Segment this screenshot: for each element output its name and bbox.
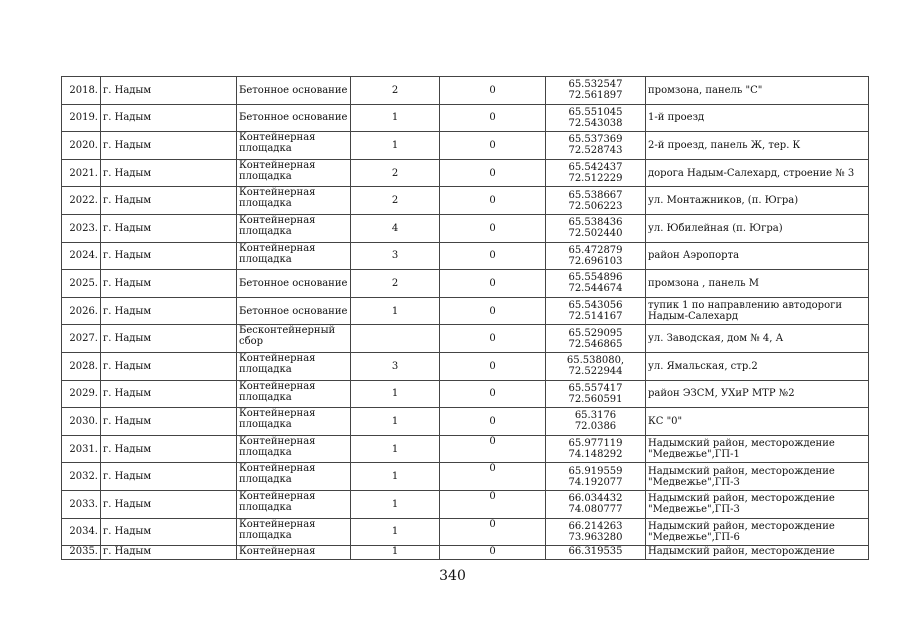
container-count-cell: 2: [351, 270, 440, 298]
coordinates-cell: [546, 297, 646, 325]
container-count-cell: 1: [351, 490, 440, 518]
table-row: [62, 546, 869, 560]
settlement-cell: г. Надым: [101, 270, 237, 298]
address-cell: Надымский район, месторождение "Медвежье",ГП-3: [646, 490, 869, 518]
waste-sites-table: [61, 76, 869, 560]
latitude: 65.542437: [568, 162, 623, 174]
row-number: 2025.: [62, 270, 101, 298]
settlement-cell: г. Надым: [101, 463, 237, 491]
table-row: [62, 77, 869, 105]
address-cell: 2-й проезд, панель Ж, тер. К: [646, 132, 869, 160]
longitude: 72.506223: [568, 200, 623, 212]
planned-count-cell: 0: [440, 463, 546, 491]
site-type-cell: Бетонное основание: [237, 297, 351, 325]
container-count-cell: [351, 325, 440, 353]
coordinates-cell: [546, 270, 646, 298]
settlement-cell: г. Надым: [101, 490, 237, 518]
latitude: 65.537369: [568, 134, 623, 146]
settlement-cell: г. Надым: [101, 242, 237, 270]
row-number: 2019.: [62, 104, 101, 132]
planned-count-cell: 0: [440, 104, 546, 132]
settlement-cell: г. Надым: [101, 518, 237, 546]
table-row: [62, 380, 869, 408]
coordinates-cell: [546, 518, 646, 546]
container-count-cell: 1: [351, 380, 440, 408]
row-number: 2024.: [62, 242, 101, 270]
longitude: 72.543038: [568, 117, 623, 129]
container-count-cell: 1: [351, 297, 440, 325]
longitude: 72.528743: [568, 145, 623, 157]
table-row: [62, 352, 869, 380]
table-row: [62, 408, 869, 436]
planned-count-cell: 0: [440, 132, 546, 160]
settlement-cell: г. Надым: [101, 546, 237, 560]
longitude: 74.192077: [568, 476, 623, 488]
planned-count-cell: 0: [440, 408, 546, 436]
planned-count-cell: 0: [440, 352, 546, 380]
table-row: [62, 270, 869, 298]
row-number: 2023.: [62, 214, 101, 242]
coordinates-cell: [546, 132, 646, 160]
planned-count-cell: 0: [440, 187, 546, 215]
site-type-cell: Бетонное основание: [237, 104, 351, 132]
site-type-cell: Контейнерная площадка: [237, 518, 351, 546]
coordinates-cell: [546, 187, 646, 215]
container-count-cell: 4: [351, 214, 440, 242]
longitude: 73.963280: [568, 531, 623, 543]
longitude: 72.546865: [568, 338, 623, 350]
settlement-cell: г. Надым: [101, 104, 237, 132]
coordinates-cell: [546, 380, 646, 408]
row-number: 2030.: [62, 408, 101, 436]
planned-count-cell: 0: [440, 325, 546, 353]
address-cell: тупик 1 по направлению автодороги Надым-Салехард: [646, 297, 869, 325]
site-type-cell: Контейнерная площадка: [237, 187, 351, 215]
coordinates-cell: [546, 77, 646, 105]
longitude: 72.502440: [568, 228, 623, 240]
longitude: 72.512229: [568, 173, 623, 185]
table-body: [62, 77, 869, 560]
site-type-cell: Контейнерная площадка: [237, 380, 351, 408]
planned-count-cell: 0: [440, 546, 546, 560]
planned-count-cell: 0: [440, 435, 546, 463]
row-number: 2032.: [62, 463, 101, 491]
coordinates-cell: [546, 104, 646, 132]
table-row: [62, 214, 869, 242]
address-cell: ул. Монтажников, (п. Югра): [646, 187, 869, 215]
site-type-cell: Бетонное основание: [237, 270, 351, 298]
site-type-cell: Контейнерная площадка: [237, 490, 351, 518]
planned-count-cell: 0: [440, 270, 546, 298]
row-number: 2027.: [62, 325, 101, 353]
coordinates-cell: [546, 490, 646, 518]
row-number: 2033.: [62, 490, 101, 518]
container-count-cell: 2: [351, 77, 440, 105]
settlement-cell: г. Надым: [101, 297, 237, 325]
planned-count-cell: 0: [440, 380, 546, 408]
planned-count-cell: 0: [440, 77, 546, 105]
container-count-cell: 3: [351, 352, 440, 380]
table-row: [62, 242, 869, 270]
longitude: 72.696103: [568, 255, 623, 267]
table-row: [62, 435, 869, 463]
planned-count-cell: 0: [440, 490, 546, 518]
settlement-cell: г. Надым: [101, 380, 237, 408]
table-row: [62, 325, 869, 353]
address-cell: ул. Ямальская, стр.2: [646, 352, 869, 380]
table-row: [62, 518, 869, 546]
table-row: [62, 187, 869, 215]
table-row: [62, 490, 869, 518]
table-row: [62, 132, 869, 160]
settlement-cell: г. Надым: [101, 187, 237, 215]
table-row: [62, 463, 869, 491]
address-cell: Надымский район, месторождение "Медвежье",ГП-6: [646, 518, 869, 546]
longitude: 74.148292: [568, 449, 623, 461]
address-cell: район ЭЗСМ, УХиР МТР №2: [646, 380, 869, 408]
settlement-cell: г. Надым: [101, 214, 237, 242]
latitude: 65.538080,: [566, 355, 625, 367]
longitude: 72.544674: [568, 283, 623, 295]
planned-count-cell: 0: [440, 518, 546, 546]
coordinates-cell: [546, 214, 646, 242]
row-number: 2029.: [62, 380, 101, 408]
settlement-cell: г. Надым: [101, 325, 237, 353]
coordinates-cell: [546, 242, 646, 270]
latitude: 66.319535: [568, 546, 623, 558]
latitude: 66.214263: [568, 520, 623, 532]
container-count-cell: 1: [351, 435, 440, 463]
longitude: 72.560591: [568, 393, 623, 405]
settlement-cell: г. Надым: [101, 159, 237, 187]
table-row: [62, 297, 869, 325]
latitude: 65.977119: [568, 438, 623, 450]
address-cell: КС "0": [646, 408, 869, 436]
settlement-cell: г. Надым: [101, 435, 237, 463]
site-type-cell: Контейнерная площадка: [237, 408, 351, 436]
settlement-cell: г. Надым: [101, 77, 237, 105]
row-number: 2018.: [62, 77, 101, 105]
latitude: 65.3176: [574, 410, 617, 422]
planned-count-cell: 0: [440, 297, 546, 325]
row-number: 2035.: [62, 546, 101, 560]
container-count-cell: 1: [351, 518, 440, 546]
settlement-cell: г. Надым: [101, 352, 237, 380]
latitude: 65.554896: [568, 272, 623, 284]
longitude: 72.561897: [568, 90, 623, 102]
coordinates-cell: [546, 159, 646, 187]
site-type-cell: Контейнерная площадка: [237, 435, 351, 463]
row-number: 2021.: [62, 159, 101, 187]
coordinates-cell: [546, 352, 646, 380]
longitude: 74.080777: [568, 504, 623, 516]
address-cell: 1-й проезд: [646, 104, 869, 132]
row-number: 2031.: [62, 435, 101, 463]
container-count-cell: 3: [351, 242, 440, 270]
coordinates-cell: [546, 435, 646, 463]
latitude: 66.034432: [568, 493, 623, 505]
row-number: 2028.: [62, 352, 101, 380]
longitude: 72.522944: [568, 366, 623, 378]
address-cell: район Аэропорта: [646, 242, 869, 270]
site-type-cell: Контейнерная площадка: [237, 214, 351, 242]
site-type-cell: Бетонное основание: [237, 77, 351, 105]
container-count-cell: 2: [351, 187, 440, 215]
container-count-cell: 2: [351, 159, 440, 187]
site-type-cell: Контейнерная площадка: [237, 463, 351, 491]
site-type-cell: Контейнерная площадка: [237, 159, 351, 187]
coordinates-cell: [546, 408, 646, 436]
address-cell: Надымский район, месторождение "Медвежье",ГП-1: [646, 435, 869, 463]
coordinates-cell: [546, 325, 646, 353]
container-count-cell: 1: [351, 104, 440, 132]
address-cell: ул. Заводская, дом № 4, А: [646, 325, 869, 353]
latitude: 65.532547: [568, 79, 623, 91]
container-count-cell: 1: [351, 546, 440, 560]
container-count-cell: 1: [351, 132, 440, 160]
page-number: 340: [439, 568, 466, 584]
latitude: 65.551045: [568, 106, 623, 118]
coordinates-cell: [546, 463, 646, 491]
site-type-cell: Контейнерная: [237, 546, 351, 560]
site-type-cell: Контейнерная площадка: [237, 242, 351, 270]
longitude: 72.514167: [568, 311, 623, 323]
latitude: 65.538436: [568, 217, 623, 229]
settlement-cell: г. Надым: [101, 408, 237, 436]
container-count-cell: 1: [351, 408, 440, 436]
latitude: 65.538667: [568, 189, 623, 201]
address-cell: Надымский район, месторождение "Медвежье",ГП-3: [646, 463, 869, 491]
row-number: 2022.: [62, 187, 101, 215]
planned-count-cell: 0: [440, 159, 546, 187]
planned-count-cell: 0: [440, 214, 546, 242]
latitude: 65.543056: [568, 300, 623, 312]
address-cell: промзона, панель "С": [646, 77, 869, 105]
row-number: 2034.: [62, 518, 101, 546]
address-cell: ул. Юбилейная (п. Югра): [646, 214, 869, 242]
table-row: [62, 104, 869, 132]
latitude: 65.557417: [568, 382, 623, 394]
address-cell: дорога Надым-Салехард, строение № 3: [646, 159, 869, 187]
table-row: [62, 159, 869, 187]
coordinates-cell: [546, 546, 646, 560]
address-cell: Надымский район, месторождение: [646, 546, 869, 560]
site-type-cell: Контейнерная площадка: [237, 132, 351, 160]
site-type-cell: Контейнерная площадка: [237, 352, 351, 380]
address-cell: промзона , панель М: [646, 270, 869, 298]
latitude: 65.529095: [568, 327, 623, 339]
container-count-cell: 1: [351, 463, 440, 491]
settlement-cell: г. Надым: [101, 132, 237, 160]
row-number: 2020.: [62, 132, 101, 160]
row-number: 2026.: [62, 297, 101, 325]
latitude: 65.919559: [568, 465, 623, 477]
planned-count-cell: 0: [440, 242, 546, 270]
longitude: 72.0386: [574, 421, 617, 433]
latitude: 65.472879: [568, 244, 623, 256]
site-type-cell: Бесконтейнерный сбор: [237, 325, 351, 353]
